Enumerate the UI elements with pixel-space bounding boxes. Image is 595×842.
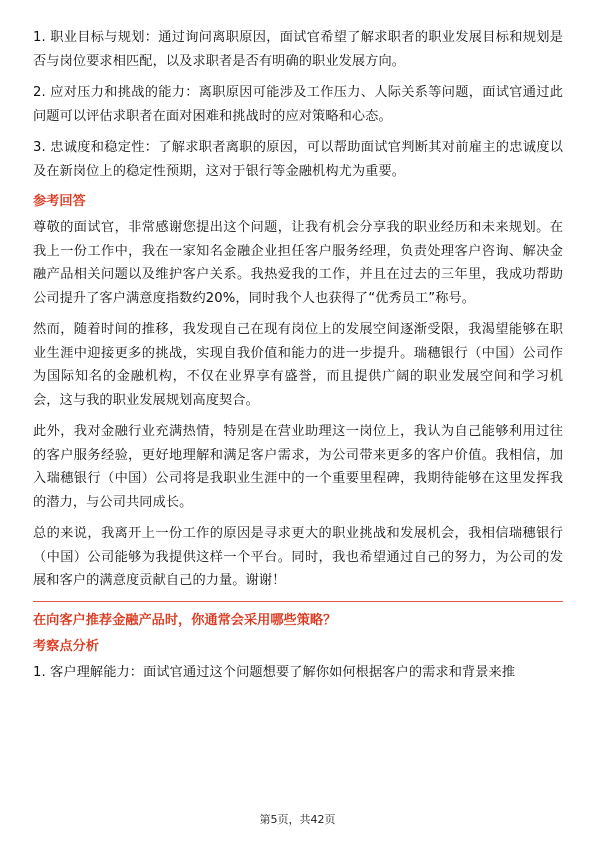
document-page: [33, 26, 563, 692]
analysis-heading: 考察点分析: [33, 638, 99, 654]
intro-point-3: 3. 忠诚度和稳定性：了解求职者离职的原因，可以帮助面试官判断其对前雇主的忠诚度以及在新岗位上的稳定性预期，这对于银行等金融机构尤为重要。: [33, 140, 563, 179]
intro-point-2: 2. 应对压力和挑战的能力：离职原因可能涉及工作压力、人际关系等问题，面试官通过此问题可以评估求职者在面对困难和挑战时的应对策略和心态。: [33, 85, 563, 124]
section-divider: [33, 601, 563, 602]
analysis-point-1: 1. 客户理解能力：面试官通过这个问题想要了解你如何根据客户的需求和背景来推: [33, 664, 516, 680]
intro-point-1: 1. 职业目标与规划：通过询问离职原因，面试官希望了解求职者的职业发展目标和规划是否与岗位要求相匹配，以及求职者是否有明确的职业发展方向。: [33, 30, 563, 69]
answer-paragraph-1: 尊敬的面试官，非常感谢您提出这个问题，让我有机会分享我的职业经历和未来规划。在我上一份工作中，我在一家知名金融企业担任客户服务经理，负责处理客户咨询、解决金融产品相关问题以及维护客户关系。我热爱我的工作，并且在过去的三年里，我成功帮助公司提升了客户满意度指数约20%，同时我个人也获得了“优秀员工”称号。: [33, 220, 563, 306]
answer-paragraph-3: 此外，我对金融行业充满热情，特别是在营业助理这一岗位上，我认为自己能够利用过往的客户服务经验，更好地理解和满足客户需求，为公司带来更多的客户价值。我相信，加入瑞穗银行（中国）公司将是我职业生涯中的一个重要里程碑，我期待能够在这里发挥我的潜力，与公司共同成长。: [33, 424, 563, 510]
answer-paragraph-2: 然而，随着时间的推移，我发现自己在现有岗位上的发展空间逐渐受限，我渴望能够在职业生涯中迎接更多的挑战，实现自我价值和能力的进一步提升。瑞穗银行（中国）公司作为国际知名的金融机构，不仅在业界享有盛誉，而且提供广阔的职业发展空间和学习机会，这与我的职业发展规划高度契合。: [33, 322, 563, 408]
next-question-title: 在向客户推荐金融产品时，你通常会采用哪些策略？: [33, 612, 337, 628]
reference-answer-heading: 参考回答: [33, 194, 86, 209]
page-number-footer: 第5页，共42页: [259, 813, 336, 826]
answer-paragraph-4: 总的来说，我离开上一份工作的原因是寻求更大的职业挑战和发展机会，我相信瑞穗银行（中国）公司能够为我提供这样一个平台。同时，我也希望通过自己的努力，为公司的发展和客户的满意度贡献自己的力量。谢谢！: [33, 526, 563, 588]
